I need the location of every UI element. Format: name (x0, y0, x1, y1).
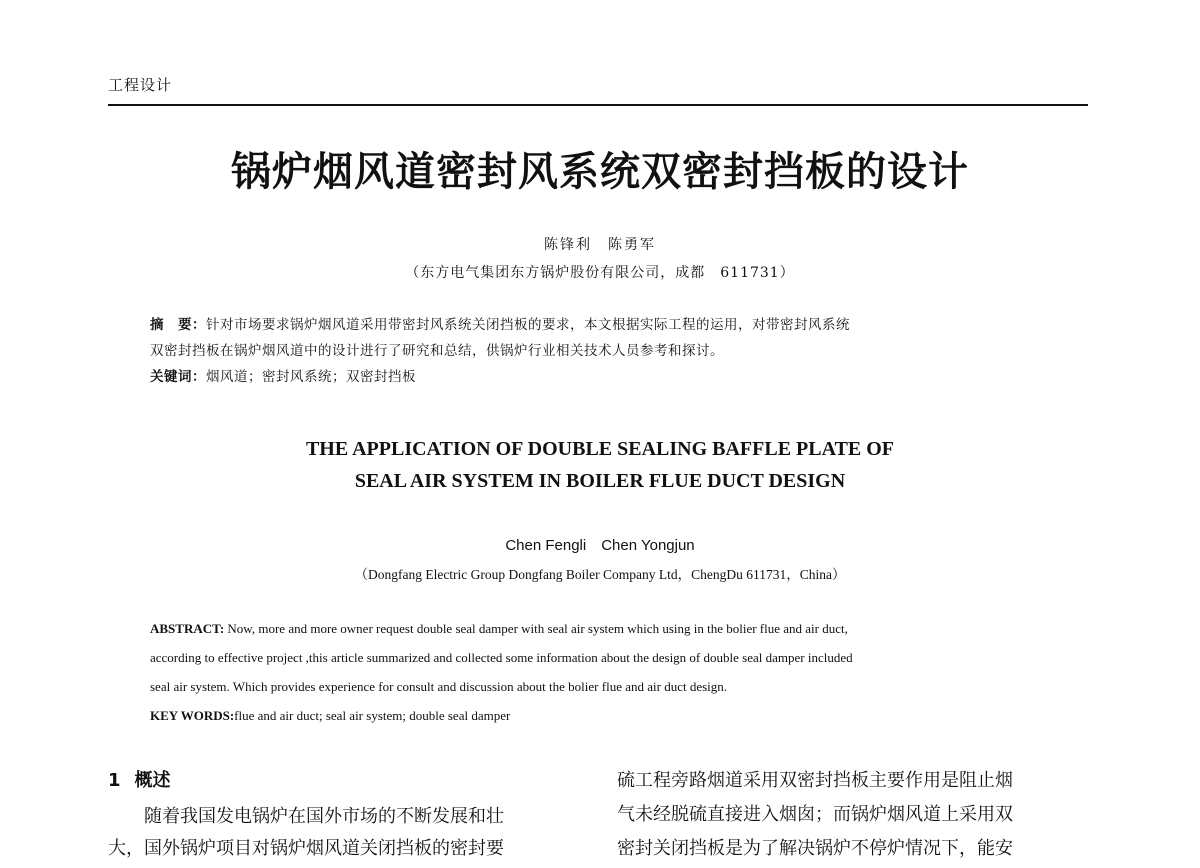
authors-en: Chen Fengli Chen Yongjun (505, 537, 695, 554)
section-title: 概述 (134, 770, 171, 791)
abstract-cn-line1: 针对市场要求锅炉烟风道采用带密封风系统关闭挡板的要求，本文根据实际工程的运用，对带密封风系统 (206, 317, 850, 333)
keywords-en-text: flue and air duct; seal air system; double seal damper (234, 708, 511, 723)
section-tag: 工程设计 (108, 76, 173, 94)
abstract-en-line1: Now, more and more owner request double seal damper with seal air system which using in the bolier flue and air duct, (227, 621, 848, 636)
paper-title-cn: 锅炉烟风道密封风系统双密封挡板的设计 (231, 148, 969, 195)
affiliation-cn: （东方电气集团东方锅炉股份有限公司，成都 611731） (405, 265, 795, 281)
paper-title-en-line2: SEAL AIR SYSTEM IN BOILER FLUE DUCT DESIGN (354, 470, 846, 492)
keywords-en-label: KEY WORDS: (150, 708, 235, 723)
section-heading (108, 766, 171, 792)
keywords-cn-label: 关键词： (150, 369, 206, 385)
abstract-en-line3: seal air system. Which provides experience for consult and discussion about the bolier flue and air duct design. (150, 679, 728, 694)
body-right-line2: 气未经脱硫直接进入烟囱；而锅炉烟风道上采用双 (617, 804, 1013, 825)
body-left-line1: 随着我国发电锅炉在国外市场的不断发展和壮 (144, 806, 504, 827)
body-left-line2: 大，国外锅炉项目对锅炉烟风道关闭挡板的密封要 (108, 838, 504, 859)
abstract-cn-line2: 双密封挡板在锅炉烟风道中的设计进行了研究和总结，供锅炉行业相关技术人员参考和探讨。 (150, 343, 724, 359)
paper-title-en-line1: THE APPLICATION OF DOUBLE SEALING BAFFLE PLATE OF (305, 438, 895, 460)
affiliation-en: （Dongfang Electric Group Dongfang Boiler Company Ltd，ChengDu 611731，China） (354, 567, 846, 582)
abstract-cn-label: 摘 要： (150, 317, 206, 333)
authors-cn: 陈锋利 陈勇军 (544, 237, 656, 253)
keywords-cn-text: 烟风道；密封风系统；双密封挡板 (206, 369, 416, 385)
abstract-en-label: ABSTRACT: (150, 621, 225, 636)
section-number: 1 (108, 770, 121, 791)
abstract-en (150, 614, 1050, 730)
body-right-line3: 密封关闭挡板是为了解决锅炉不停炉情况下，能安 (617, 838, 1013, 859)
abstract-cn (150, 312, 1050, 390)
abstract-en-line2: according to effective project ,this article summarized and collected some information about the design of double seal damper included (150, 650, 853, 665)
body-right-line1: 硫工程旁路烟道采用双密封挡板主要作用是阻止烟 (617, 770, 1013, 791)
header-rule (108, 104, 1088, 106)
